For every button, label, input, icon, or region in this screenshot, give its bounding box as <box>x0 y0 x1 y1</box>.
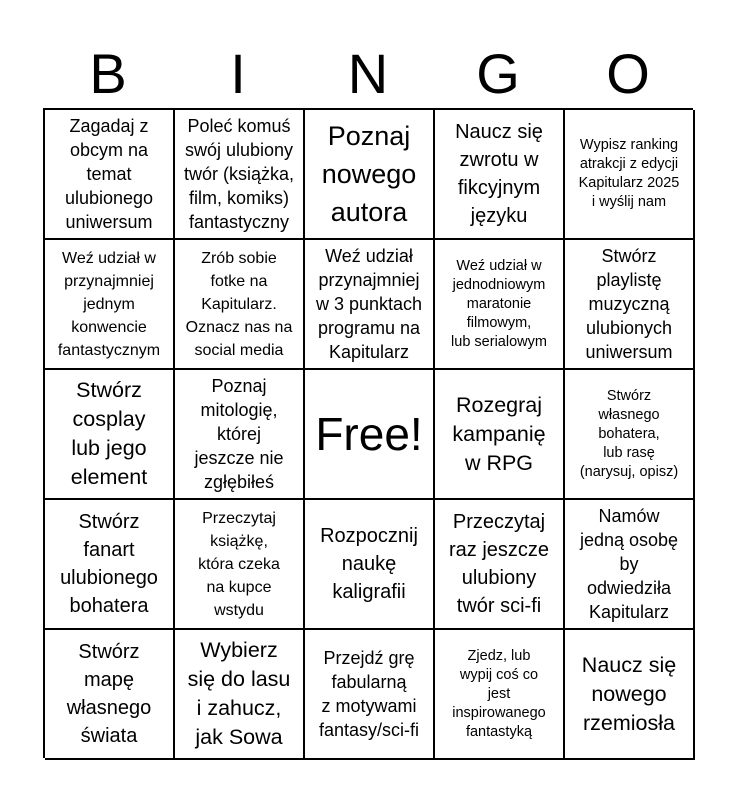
bingo-cell[interactable]: Stwórz własnego bohatera, lub rasę (narysuj, opisz) <box>565 370 695 500</box>
bingo-cell[interactable]: Weź udział przynajmniej w 3 punktach programu na Kapitularz <box>305 240 435 370</box>
bingo-cell[interactable]: Rozpocznij naukę kaligrafii <box>305 500 435 630</box>
bingo-cell[interactable]: Stwórz fanart ulubionego bohatera <box>45 500 175 630</box>
bingo-cell[interactable]: Przejdź grę fabularną z motywami fantasy/sci-fi <box>305 630 435 760</box>
bingo-cell[interactable]: Rozegraj kampanię w RPG <box>435 370 565 500</box>
bingo-cell[interactable]: Stwórz mapę własnego świata <box>45 630 175 760</box>
bingo-cell[interactable]: Wybierz się do lasu i zahucz, jak Sowa <box>175 630 305 760</box>
bingo-cell[interactable]: Poznaj nowego autora <box>305 110 435 240</box>
header-letter-n: N <box>347 42 389 105</box>
free-cell[interactable]: Free! <box>305 370 435 500</box>
header-letter-b: B <box>89 42 127 105</box>
bingo-cell[interactable]: Poznaj mitologię, której jeszcze nie zgłębiłeś <box>175 370 305 500</box>
header-letter-o: O <box>606 42 650 105</box>
bingo-cell[interactable]: Zrób sobie fotke na Kapitularz. Oznacz nas na social media <box>175 240 305 370</box>
bingo-cell[interactable]: Przeczytaj raz jeszcze ulubiony twór sci-fi <box>435 500 565 630</box>
bingo-cell[interactable]: Naucz się nowego rzemiosła <box>565 630 695 760</box>
bingo-cell[interactable]: Zagadaj z obcym na temat ulubionego uniwersum <box>45 110 175 240</box>
bingo-cell[interactable]: Przeczytaj książkę, która czeka na kupce wstydu <box>175 500 305 630</box>
bingo-grid <box>43 108 693 758</box>
bingo-cell[interactable]: Stwórz cosplay lub jego element <box>45 370 175 500</box>
bingo-header <box>43 40 693 108</box>
bingo-cell[interactable]: Naucz się zwrotu w fikcyjnym języku <box>435 110 565 240</box>
bingo-cell[interactable]: Stwórz playlistę muzyczną ulubionych uniwersum <box>565 240 695 370</box>
header-letter-g: G <box>476 42 520 105</box>
bingo-cell[interactable]: Wypisz ranking atrakcji z edycji Kapitularz 2025 i wyślij nam <box>565 110 695 240</box>
bingo-cell[interactable]: Weź udział w jednodniowym maratonie filmowym, lub serialowym <box>435 240 565 370</box>
bingo-cell[interactable]: Zjedz, lub wypij coś co jest inspirowanego fantastyką <box>435 630 565 760</box>
header-letter-i: I <box>230 42 246 105</box>
bingo-cell[interactable]: Weź udział w przynajmniej jednym konwencie fantastycznym <box>45 240 175 370</box>
bingo-cell[interactable]: Poleć komuś swój ulubiony twór (książka, film, komiks) fantastyczny <box>175 110 305 240</box>
bingo-cell[interactable]: Namów jedną osobę by odwiedziła Kapitularz <box>565 500 695 630</box>
